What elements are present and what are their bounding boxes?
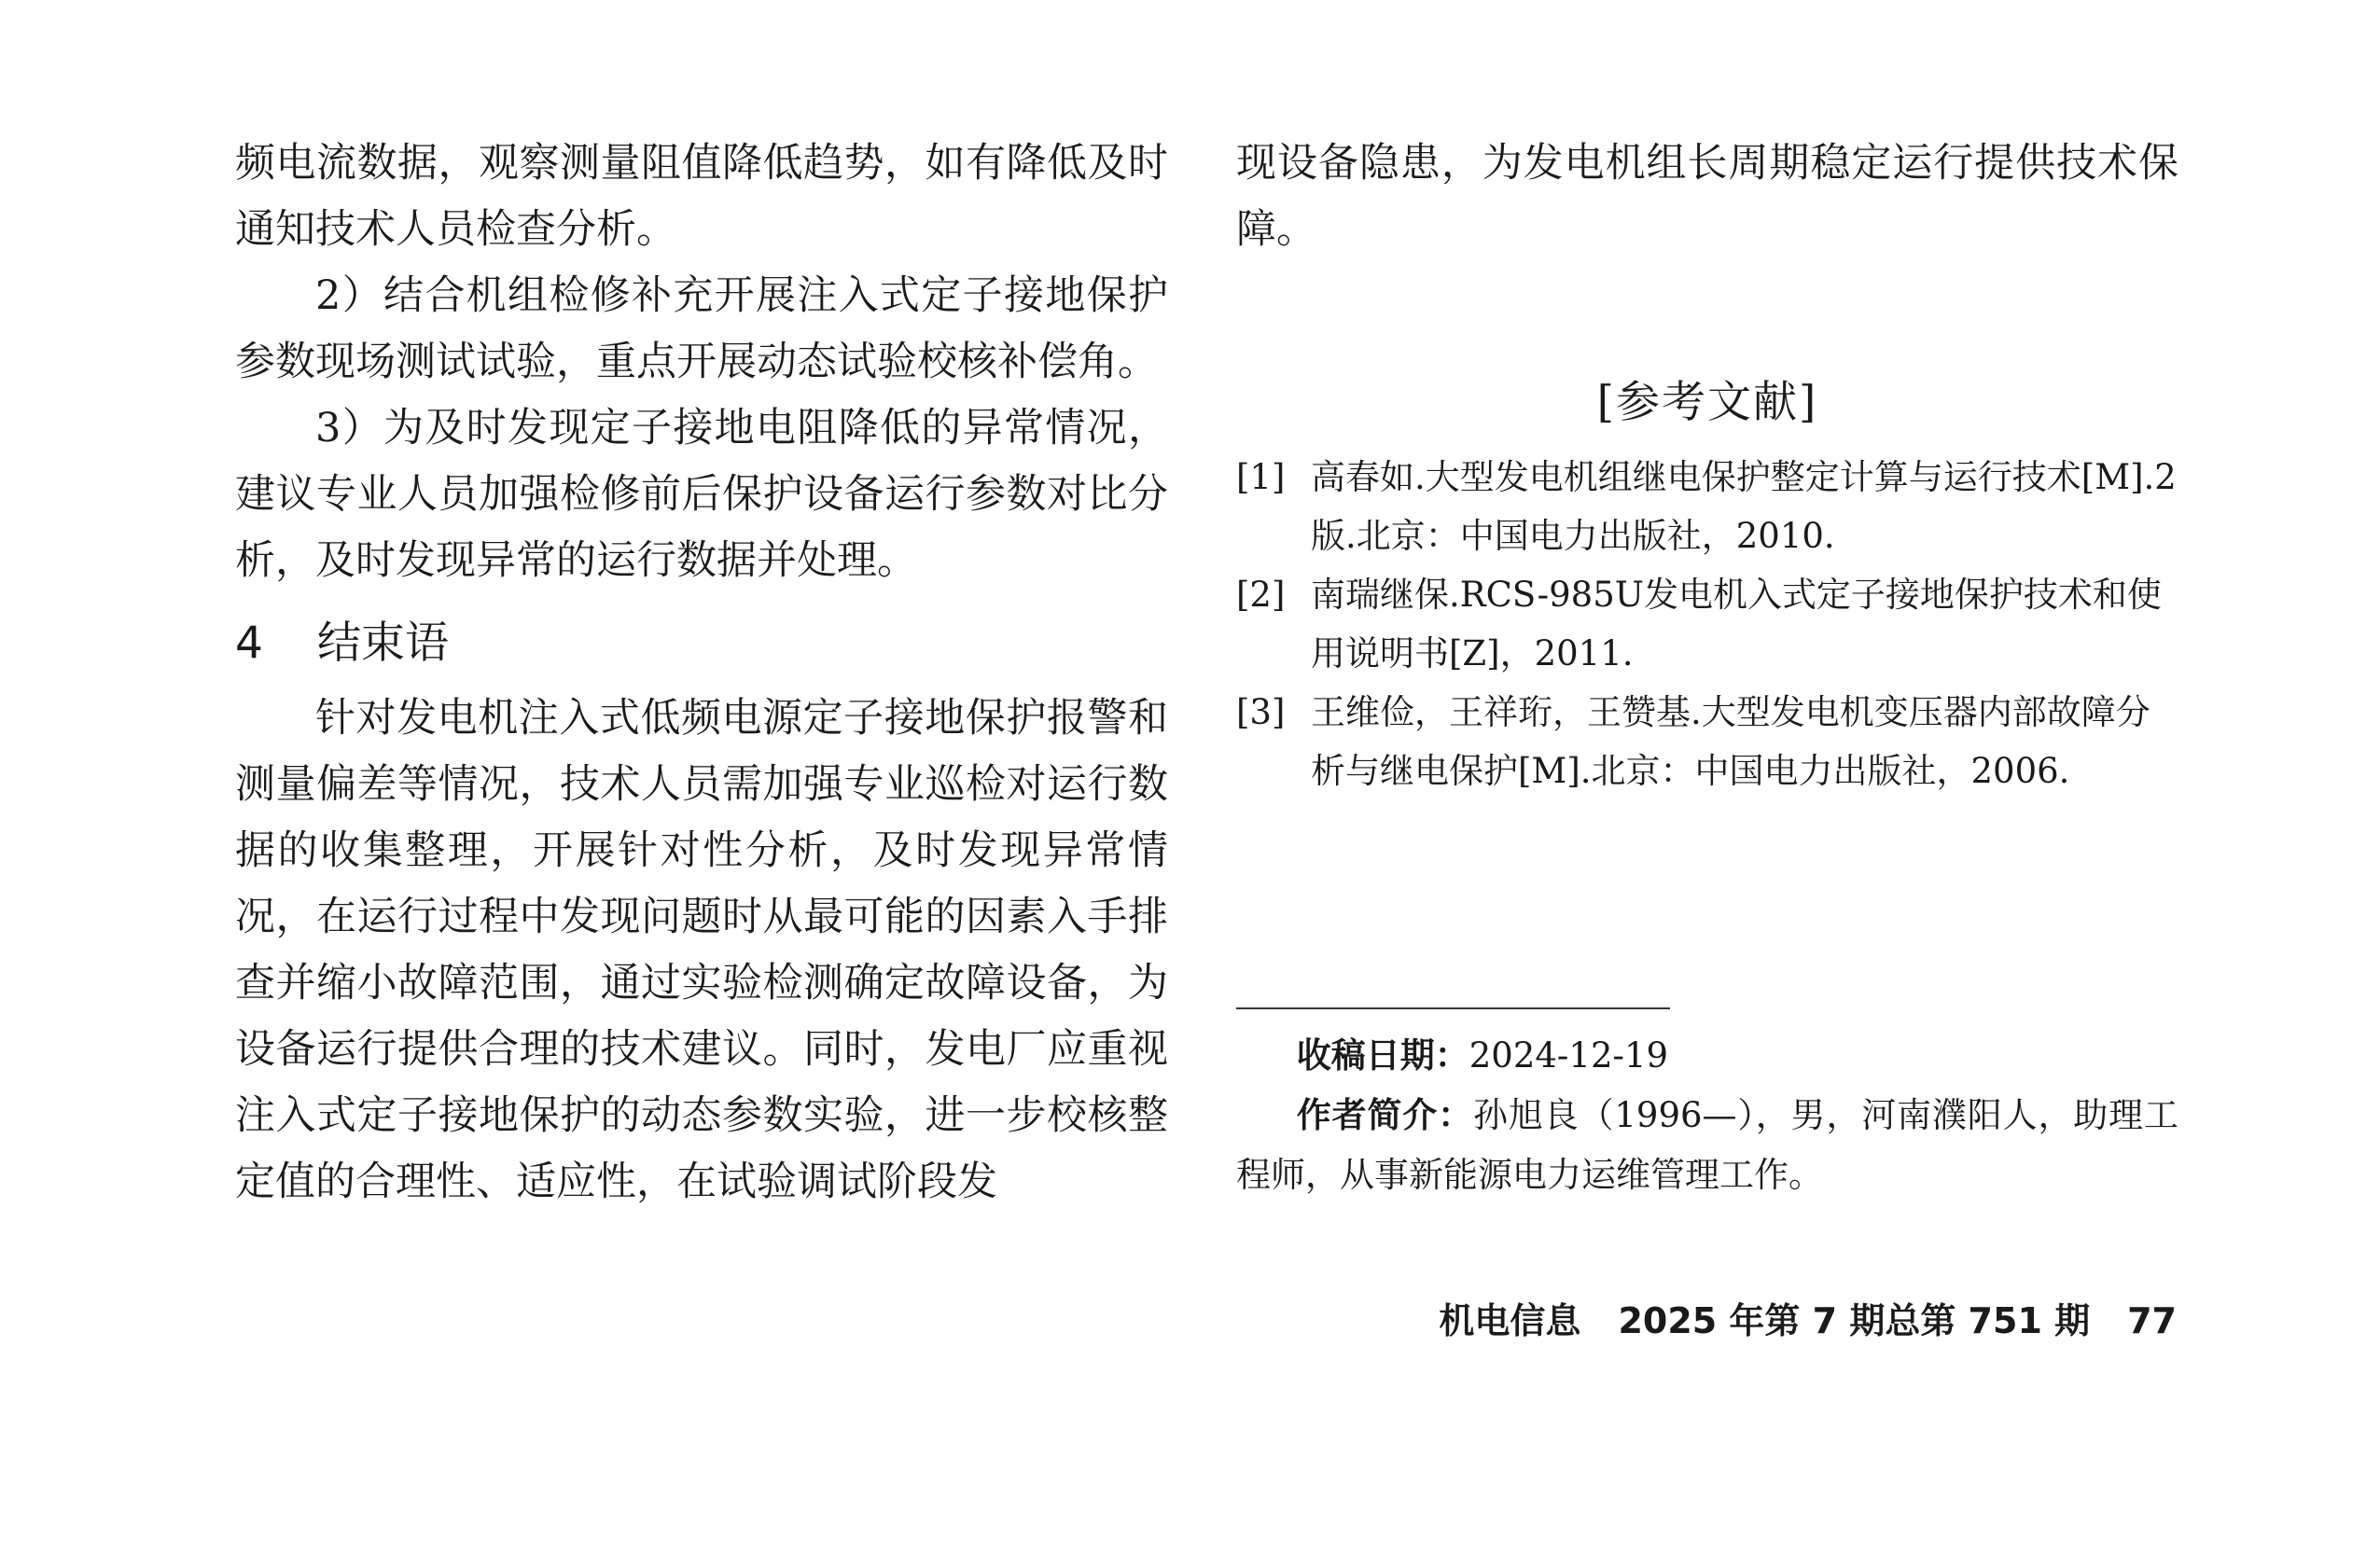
reference-text: 高春如.大型发电机组继电保护整定计算与运行技术[M].2版.北京：中国电力出版社，2010. bbox=[1311, 457, 2177, 556]
received-date: 2024-12-19 bbox=[1468, 1035, 1669, 1076]
section-heading bbox=[235, 611, 1168, 676]
references-title: [参考文献] bbox=[1596, 377, 1818, 428]
received-label: 收稿日期： bbox=[1296, 1035, 1469, 1076]
reference-item bbox=[1236, 683, 2178, 800]
right-column bbox=[1236, 131, 2178, 800]
page-number: 77 bbox=[2127, 1300, 2177, 1341]
body-paragraph: 3）为及时发现定子接地电阻降低的异常情况，建议专业人员加强检修前后保护设备运行参数对比分析，及时发现异常的运行数据并处理。 bbox=[235, 405, 1168, 584]
author-label: 作者简介： bbox=[1296, 1095, 1473, 1135]
body-paragraph: 现设备隐患，为发电机组长周期稳定运行提供技术保障。 bbox=[1236, 140, 2178, 253]
body-paragraph: 针对发电机注入式低频电源定子接地保护报警和测量偏差等情况，技术人员需加强专业巡检对运行数据的收集整理，开展针对性分析，及时发现异常情况，在运行过程中发现问题时从最可能的因素入手排查并缩小故障范围，通过实验检测确定故障设备，为设备运行提供合理的技术建议。同时，发电厂应重视注入式定子接地保护的动态参数实验，进一步校核整定值的合理性、适应性，在试验调试阶段发 bbox=[235, 695, 1168, 1205]
footnote bbox=[1236, 1026, 2178, 1205]
issue-info: 2025 年第 7 期总第 751 期 bbox=[1618, 1300, 2091, 1341]
body-paragraph: 2）结合机组检修补充开展注入式定子接地保护参数现场测试试验，重点开展动态试验校核补偿角。 bbox=[235, 272, 1168, 385]
received-date-line bbox=[1236, 1026, 2178, 1086]
author-bio-line bbox=[1236, 1086, 2178, 1205]
reference-item bbox=[1236, 448, 2178, 565]
reference-number: [3] bbox=[1236, 692, 1286, 732]
reference-text: 王维俭，王祥珩，王赞基.大型发电机变压器内部故障分析与继电保护[M].北京：中国电力出版社，2006. bbox=[1311, 692, 2150, 791]
reference-text: 南瑞继保.RCS-985U发电机入式定子接地保护技术和使用说明书[Z]，2011. bbox=[1311, 575, 2162, 673]
reference-number: [2] bbox=[1236, 575, 1286, 615]
reference-item bbox=[1236, 565, 2178, 683]
author-bio: 孙旭良（1996—），男，河南濮阳人，助理工程师，从事新能源电力运维管理工作。 bbox=[1236, 1095, 2179, 1195]
body-paragraph: 频电流数据，观察测量阻值降低趋势，如有降低及时通知技术人员检查分析。 bbox=[235, 140, 1168, 253]
left-column bbox=[235, 131, 1168, 1215]
section-number: 4 bbox=[235, 618, 263, 669]
section-title: 结束语 bbox=[317, 618, 449, 669]
reference-list bbox=[1236, 448, 2178, 800]
page-footer bbox=[1439, 1292, 2177, 1343]
reference-number: [1] bbox=[1236, 457, 1286, 497]
journal-name: 机电信息 bbox=[1439, 1300, 1581, 1341]
footnote-divider bbox=[1236, 1007, 1670, 1009]
